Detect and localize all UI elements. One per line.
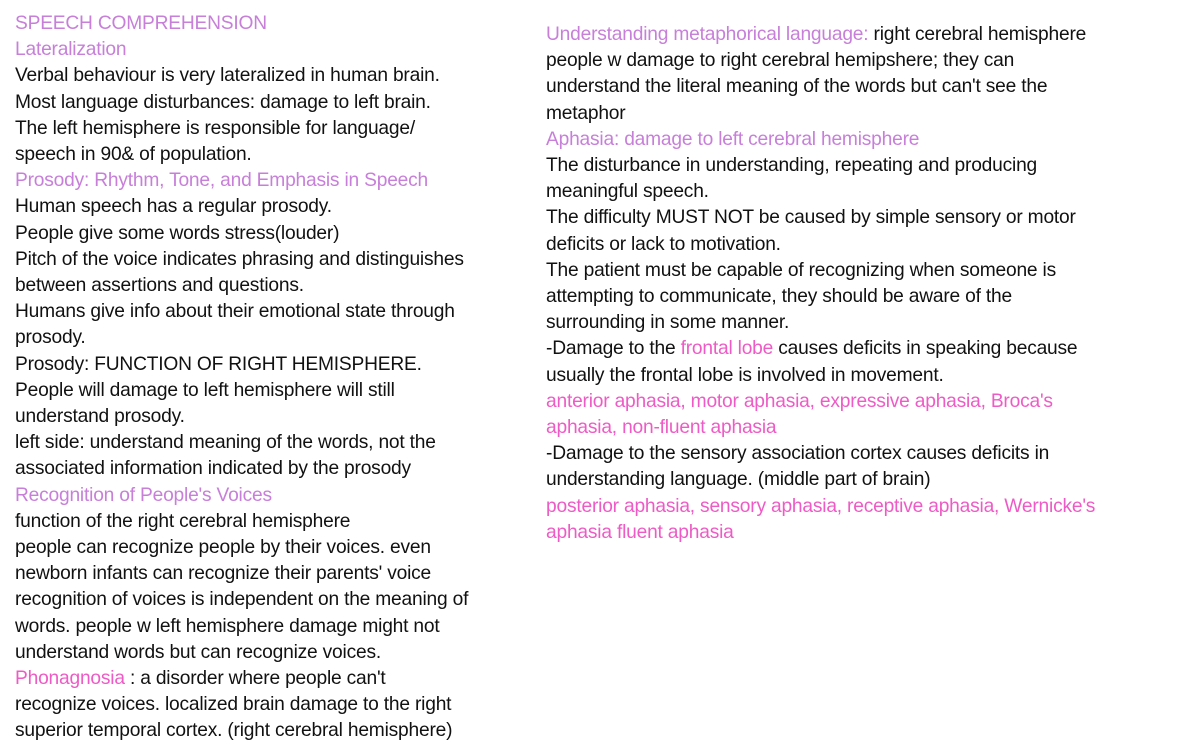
lateralization-line: Verbal behaviour is very lateralized in human brain.	[15, 65, 440, 87]
voices-line: people can recognize people by their voices. even	[15, 537, 431, 559]
prosody-line: left side: understand meaning of the words, not the	[15, 432, 436, 454]
right-column	[546, 22, 1198, 546]
prosody-line: Human speech has a regular prosody.	[15, 196, 332, 218]
frontal-suffix: causes deficits in speaking because	[773, 338, 1078, 360]
frontal-lobe-line	[546, 336, 1198, 362]
anterior-aphasia-line: aphasia, non-fluent aphasia	[546, 417, 777, 439]
aphasia-line: deficits or lack to motivation.	[546, 233, 781, 255]
voices-line: understand words but can recognize voices.	[15, 641, 381, 663]
lateralization-line: Most language disturbances: damage to left brain.	[15, 91, 431, 113]
sensory-cortex-line: -Damage to the sensory association cortex causes deficits in	[546, 443, 1050, 465]
phonagnosia-line	[15, 666, 563, 692]
voices-heading: Recognition of People's Voices	[15, 484, 272, 506]
aphasia-line: The difficulty MUST NOT be caused by simple sensory or motor	[546, 207, 1076, 229]
prosody-line: Prosody: FUNCTION OF RIGHT HEMISPHERE.	[15, 353, 422, 375]
lateralization-line: The left hemisphere is responsible for language/	[15, 117, 415, 139]
lateralization-heading: Lateralization	[15, 39, 127, 61]
anterior-aphasia-line: anterior aphasia, motor aphasia, expressive aphasia, Broca's	[546, 390, 1053, 412]
phonagnosia-definition: : a disorder where people can't	[124, 668, 386, 690]
phonagnosia-term: Phonagnosia	[15, 668, 125, 690]
prosody-heading: Prosody: Rhythm, Tone, and Emphasis in Speech	[15, 170, 429, 192]
aphasia-line: The disturbance in understanding, repeating and producing	[546, 155, 1038, 177]
prosody-line: associated information indicated by the prosody	[15, 458, 411, 480]
prosody-line: prosody.	[15, 327, 86, 349]
prosody-line: understand prosody.	[15, 406, 185, 428]
voices-line: recognition of voices is independent on the meaning of	[15, 589, 469, 611]
aphasia-heading: Aphasia: damage to left cerebral hemisphere	[546, 128, 920, 150]
voices-line: function of the right cerebral hemisphere	[15, 510, 351, 532]
metaphor-line	[546, 22, 1198, 48]
prosody-line: People will damage to left hemisphere will still	[15, 379, 395, 401]
lateralization-line: speech in 90& of population.	[15, 144, 252, 166]
phonagnosia-line: recognize voices. localized brain damage to the right	[15, 694, 452, 716]
voices-line: words. people w left hemisphere damage might not	[15, 615, 440, 637]
metaphor-line: understand the literal meaning of the words but can't see the	[546, 76, 1048, 98]
sensory-cortex-line: understanding language. (middle part of brain)	[546, 469, 931, 491]
prosody-line: Pitch of the voice indicates phrasing and distinguishes	[15, 248, 464, 270]
phonagnosia-line: superior temporal cortex. (right cerebral hemisphere)	[15, 720, 453, 742]
aphasia-line: surrounding in some manner.	[546, 312, 790, 334]
posterior-aphasia-line: posterior aphasia, sensory aphasia, receptive aphasia, Wernicke's	[546, 495, 1096, 517]
aphasia-line: The patient must be capable of recognizing when someone is	[546, 259, 1056, 281]
aphasia-line: attempting to communicate, they should be aware of the	[546, 286, 1012, 308]
frontal-lobe-line: usually the frontal lobe is involved in movement.	[546, 364, 944, 386]
posterior-aphasia-line: aphasia fluent aphasia	[546, 521, 734, 543]
frontal-prefix: -Damage to the	[546, 338, 681, 360]
metaphor-first-line-rest: right cerebral hemisphere	[868, 24, 1087, 45]
prosody-line: People give some words stress(louder)	[15, 222, 340, 244]
metaphor-term: Understanding metaphorical language:	[546, 24, 869, 45]
prosody-line: Humans give info about their emotional state through	[15, 301, 455, 323]
page-title: SPEECH COMPREHENSION	[15, 13, 267, 34]
frontal-lobe-term: frontal lobe	[680, 338, 774, 360]
prosody-line: between assertions and questions.	[15, 275, 304, 297]
metaphor-line: metaphor	[546, 102, 626, 124]
left-column	[15, 11, 563, 745]
voices-line: newborn infants can recognize their parents' voice	[15, 563, 432, 585]
aphasia-line: meaningful speech.	[546, 181, 709, 203]
metaphor-line: people w damage to right cerebral hemipshere; they can	[546, 50, 1015, 72]
